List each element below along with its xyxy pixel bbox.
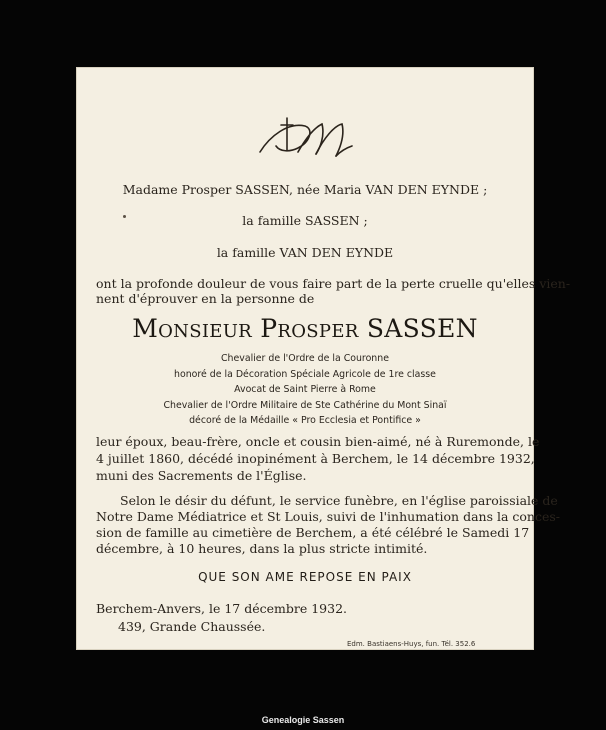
relation-line-3: muni des Sacrements de l'Église.	[96, 468, 307, 483]
funeral-line-4: décembre, à 10 heures, dans la plus stricte intimité.	[96, 541, 428, 556]
funeral-line-2: Notre Dame Médiatrice et St Louis, suivi de l'inhumation dans la conces-	[96, 509, 560, 524]
printer-credit: Edm. Bastiaens-Huys, fun. Tél. 352.6	[347, 640, 476, 648]
honor-item: Chevalier de l'Ordre de la Couronne	[221, 353, 389, 364]
honors-list	[76, 351, 534, 429]
honor-item: honoré de la Décoration Spéciale Agricole de 1re classe	[174, 368, 436, 380]
place-date: Berchem-Anvers, le 17 décembre 1932.	[96, 601, 347, 616]
family-sassen-line: la famille SASSEN ;	[242, 213, 368, 228]
family-van-den-eynde-line: la famille VAN DEN EYNDE	[216, 245, 394, 260]
honor-item: Chevalier de l'Ordre Militaire de Ste Cathérine du Mont Sinaï	[163, 399, 447, 411]
honor-item: Avocat de Saint Pierre à Rome	[234, 384, 376, 395]
funeral-line-3: sion de famille au cimetière de Berchem, a été célébré le Samedi 17	[96, 525, 530, 540]
address-line: 439, Grande Chaussée.	[118, 619, 266, 634]
message-line-2: nent d'éprouver en la personne de	[96, 291, 315, 306]
footer-credit: Genealogie Sassen	[261, 715, 345, 725]
honor-item: décoré de la Médaille « Pro Ecclesia et Pontifice »	[189, 415, 421, 426]
message-line-1: ont la profonde douleur de vous faire part de la perte cruelle qu'elles vien-	[96, 276, 571, 291]
relation-line-2: 4 juillet 1860, décédé inopinément à Berchem, le 14 décembre 1932,	[96, 451, 535, 466]
closing-prayer: QUE SON AME REPOSE EN PAIX	[198, 570, 412, 584]
cross-monogram-icon	[250, 112, 360, 162]
funeral-line-1: Selon le désir du défunt, le service funèbre, en l'église paroissiale de	[120, 493, 558, 508]
relation-line-1: leur époux, beau-frère, oncle et cousin bien-aimé, né à Ruremonde, le	[96, 434, 540, 449]
widow-line: Madame Prosper SASSEN, née Maria VAN DEN EYNDE ;	[122, 182, 488, 197]
deceased-name: Monsieur Prosper SASSEN	[132, 314, 478, 343]
